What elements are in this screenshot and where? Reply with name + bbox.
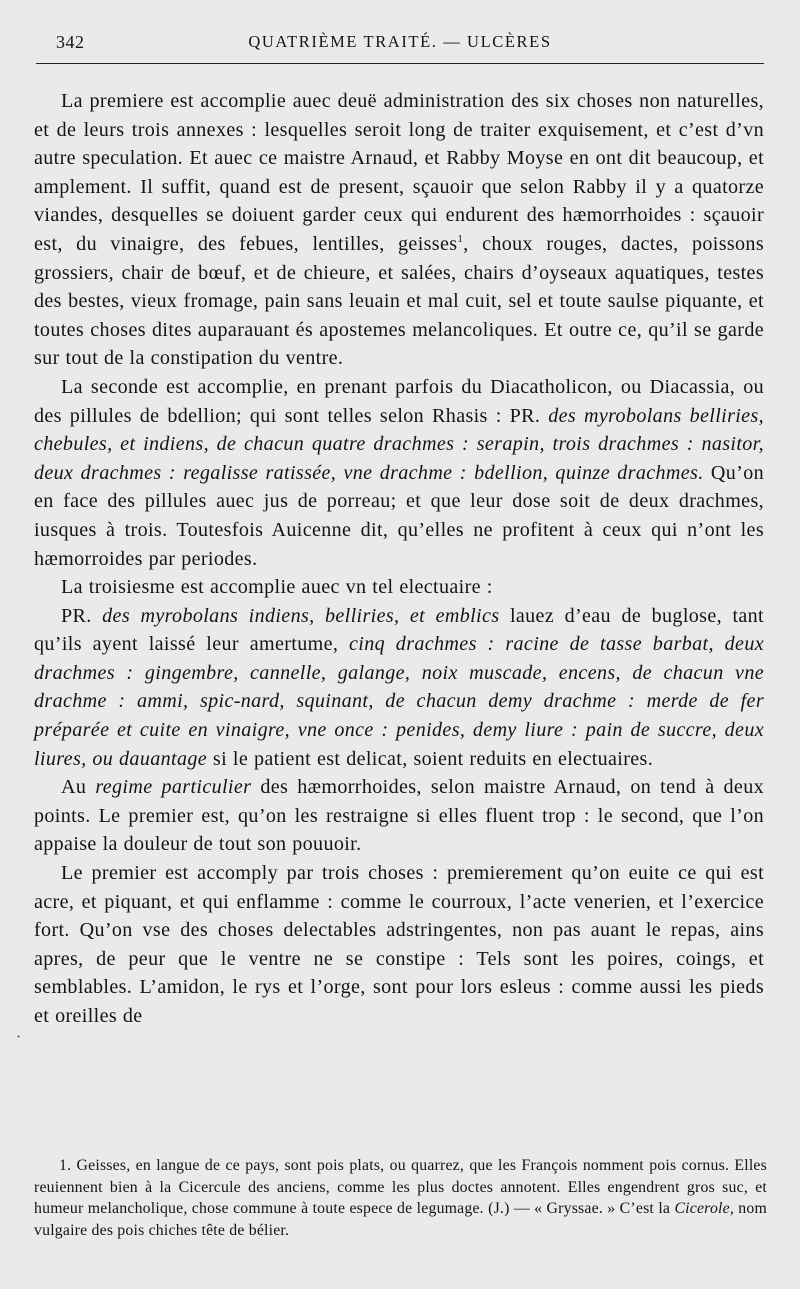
- text-run: Au: [61, 776, 96, 799]
- page-number: 342: [56, 32, 85, 52]
- text-run: Le premier est accomply par trois choses : premierement qu’on euite ce qui est acre, et piquant, et qui enflamme : comme le courroux, l’acte venerien, et l’exercice fort. Qu’on vse des choses delectables adstringentes, non pas auant le repas, ains apres, de peur que le ventre ne se constipe : Tels sont les poires, coings, et semblables. L’amidon, le rys et l’orge, sont pour lors esleus : comme aussi les pieds et oreilles de: [34, 862, 764, 1027]
- text-run: La premiere est accomplie auec deuë administration des six choses non naturelles, et de leurs trois annexes : lesquelles seroit long de traiter exquisement, et c’est d’vn autre speculation. Et auec ce maistre Arnaud, et Rabby Moyse en ont dit beaucoup, et amplement. Il suffit, quand est de present, sçauoir que selon Rabby il y a quatorze viandes, desquelles se doiuent garder ceux qui endurent des hæmorrhoides : sçauoir est, du vinaigre, des febues, lentilles, geisses: [34, 90, 764, 255]
- italic-run: regime particulier: [95, 776, 252, 799]
- footnotes: [34, 1155, 767, 1241]
- italic-run: des myrobolans belliries, chebules, et indiens, de chacun quatre drachmes : serapin, trois drachmes : nasitor, deux drachmes : regalisse ratissée, vne drachme : bdellion, quinze drachmes.: [34, 404, 764, 484]
- italic-run: des myrobolans indiens, belliries, et emblics: [102, 604, 500, 627]
- text-run: des hæmorrhoides, selon maistre Arnaud, on tend à deux points. Le premier est, qu’on les restraigne si elles fluent trop : le second, que l’on appaise la douleur de tout son pouuoir.: [34, 776, 764, 856]
- text-run: , choux rouges, dactes, poissons grossiers, chair de bœuf, et de chieure, et salées, chairs d’oyseaux aquatiques, testes des bestes, vieux fromage, pain sans leuain et mal cuit, sel et toute saulse piquante, et toutes choses dites auparauant és apostemes melancoliques. Et outre ce, qu’il se garde sur tout de la constipation du ventre.: [34, 232, 764, 370]
- paragraph: [34, 373, 764, 573]
- text-run: si le patient est delicat, soient reduits en electuaires.: [207, 747, 654, 770]
- paragraph: [34, 602, 764, 774]
- footnote: [34, 1155, 767, 1241]
- text-run: , nom vulgaire des pois chiches tête de bélier.: [34, 1200, 767, 1239]
- text-run: PR.: [61, 604, 103, 627]
- running-head: QUATRIÈME TRAITÉ. — ULCÈRES: [248, 32, 552, 51]
- footnote-ref: 1: [457, 232, 464, 245]
- italic-run: cinq drachmes : racine de tasse barbat, deux drachmes : gingembre, cannelle, galange, noix muscade, encens, de chacun vne drachme : ammi, spic-nard, squinant, de chacun demy drachme : merde de fer préparée et cuite en vinaigre, vne once : penides, demy liure : pain de succre, deux liures, ou dauantage: [34, 633, 764, 770]
- paragraph: [34, 859, 764, 1031]
- margin-mark: ·: [16, 1027, 22, 1046]
- header-rule: [36, 63, 764, 64]
- main-text: [34, 87, 764, 1031]
- paragraph: [34, 87, 764, 373]
- text-run: lauez d’eau de buglose, tant qu’ils ayent laissé leur amertume,: [34, 604, 764, 656]
- text-run: 1. Geisses, en langue de ce pays, sont pois plats, ou quarrez, que les François nomment pois cornus. Elles reuiennent bien à la Cicercule des anciens, comme les plus doctes annotent. Elles engendrent gros suc, et humeur melancholique, chose commune à toute espece de legumage. (J.) — « Gryssae. » C’est la: [34, 1157, 767, 1218]
- paragraph: [34, 573, 764, 602]
- paragraph: [34, 773, 764, 859]
- text-run: Qu’on en face des pillules auec jus de porreau; et que leur dose soit de deux drachmes, iusques à trois. Toutesfois Auicenne dit, qu’elles ne profitent à ceux qui n’ont les hæmorroides par periodes.: [34, 461, 764, 570]
- text-run: La seconde est accomplie, en prenant parfois du Diacatholicon, ou Diacassia, ou des pillules de bdellion; qui sont telles selon Rhasis : PR.: [34, 375, 764, 427]
- page-header: [36, 30, 764, 58]
- italic-run: Cicerole: [674, 1200, 730, 1218]
- text-run: La troisiesme est accomplie auec vn tel electuaire :: [61, 576, 493, 599]
